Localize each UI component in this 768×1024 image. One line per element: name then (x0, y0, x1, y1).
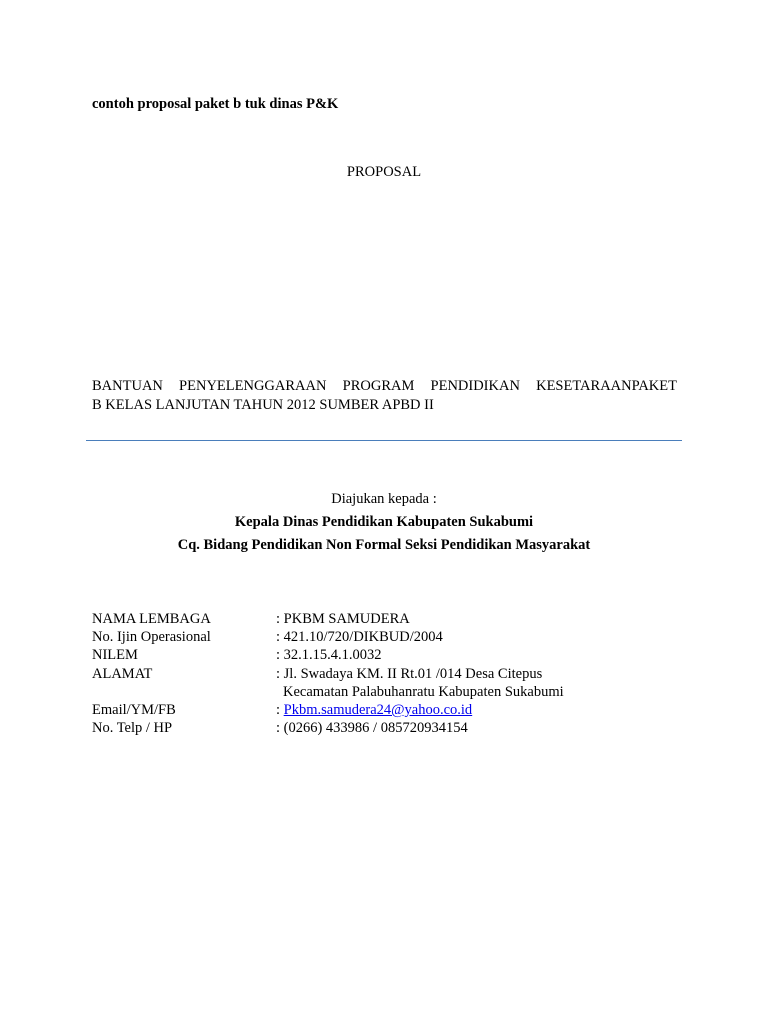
info-value: : 421.10/720/DIKBUD/2004 (276, 629, 443, 646)
info-value: : (0266) 433986 / 085720934154 (276, 720, 468, 737)
info-row-nama-lembaga (92, 610, 564, 628)
info-value (276, 701, 472, 719)
info-label: NILEM (92, 647, 138, 664)
info-value: : Jl. Swadaya KM. II Rt.01 /014 Desa Citepus (276, 665, 543, 682)
subject-line-2: B KELAS LANJUTAN TAHUN 2012 SUMBER APBD II (92, 397, 434, 413)
addressed-to-label: Diajukan kepada : (331, 491, 437, 507)
info-label: No. Ijin Operasional (92, 629, 211, 646)
indent-spacer (92, 683, 283, 701)
info-value: : PKBM SAMUDERA (276, 611, 410, 627)
document-title: PROPOSAL (346, 164, 422, 180)
info-value: Kecamatan Palabuhanratu Kabupaten Sukabumi (283, 683, 564, 700)
info-row-email (92, 701, 564, 719)
document-heading: contoh proposal paket b tuk dinas P&K (92, 96, 339, 112)
info-row-ijin-operasional (92, 628, 564, 646)
recipient-line-2: Cq. Bidang Pendidikan Non Formal Seksi Pendidikan Masyarakat (177, 537, 591, 553)
email-prefix: : (276, 702, 284, 719)
info-row-alamat (92, 665, 564, 683)
proposal-subject (92, 377, 677, 415)
info-value: : 32.1.15.4.1.0032 (276, 647, 382, 664)
info-label: No. Telp / HP (92, 720, 173, 737)
institution-info (92, 610, 564, 737)
subject-line-1: BANTUAN PENYELENGGARAAN PROGRAM PENDIDIKAN KESETARAANPAKET (92, 378, 677, 394)
info-row-telp (92, 719, 564, 737)
info-label: ALAMAT (92, 665, 153, 682)
info-label: Email/YM/FB (92, 702, 176, 719)
info-row-alamat-continued (92, 683, 564, 701)
info-label: NAMA LEMBAGA (92, 611, 211, 627)
email-link[interactable]: Pkbm.samudera24@yahoo.co.id (283, 702, 473, 719)
horizontal-rule (86, 440, 682, 441)
recipient-line-1: Kepala Dinas Pendidikan Kabupaten Sukabumi (234, 514, 534, 530)
info-row-nilem (92, 646, 564, 664)
